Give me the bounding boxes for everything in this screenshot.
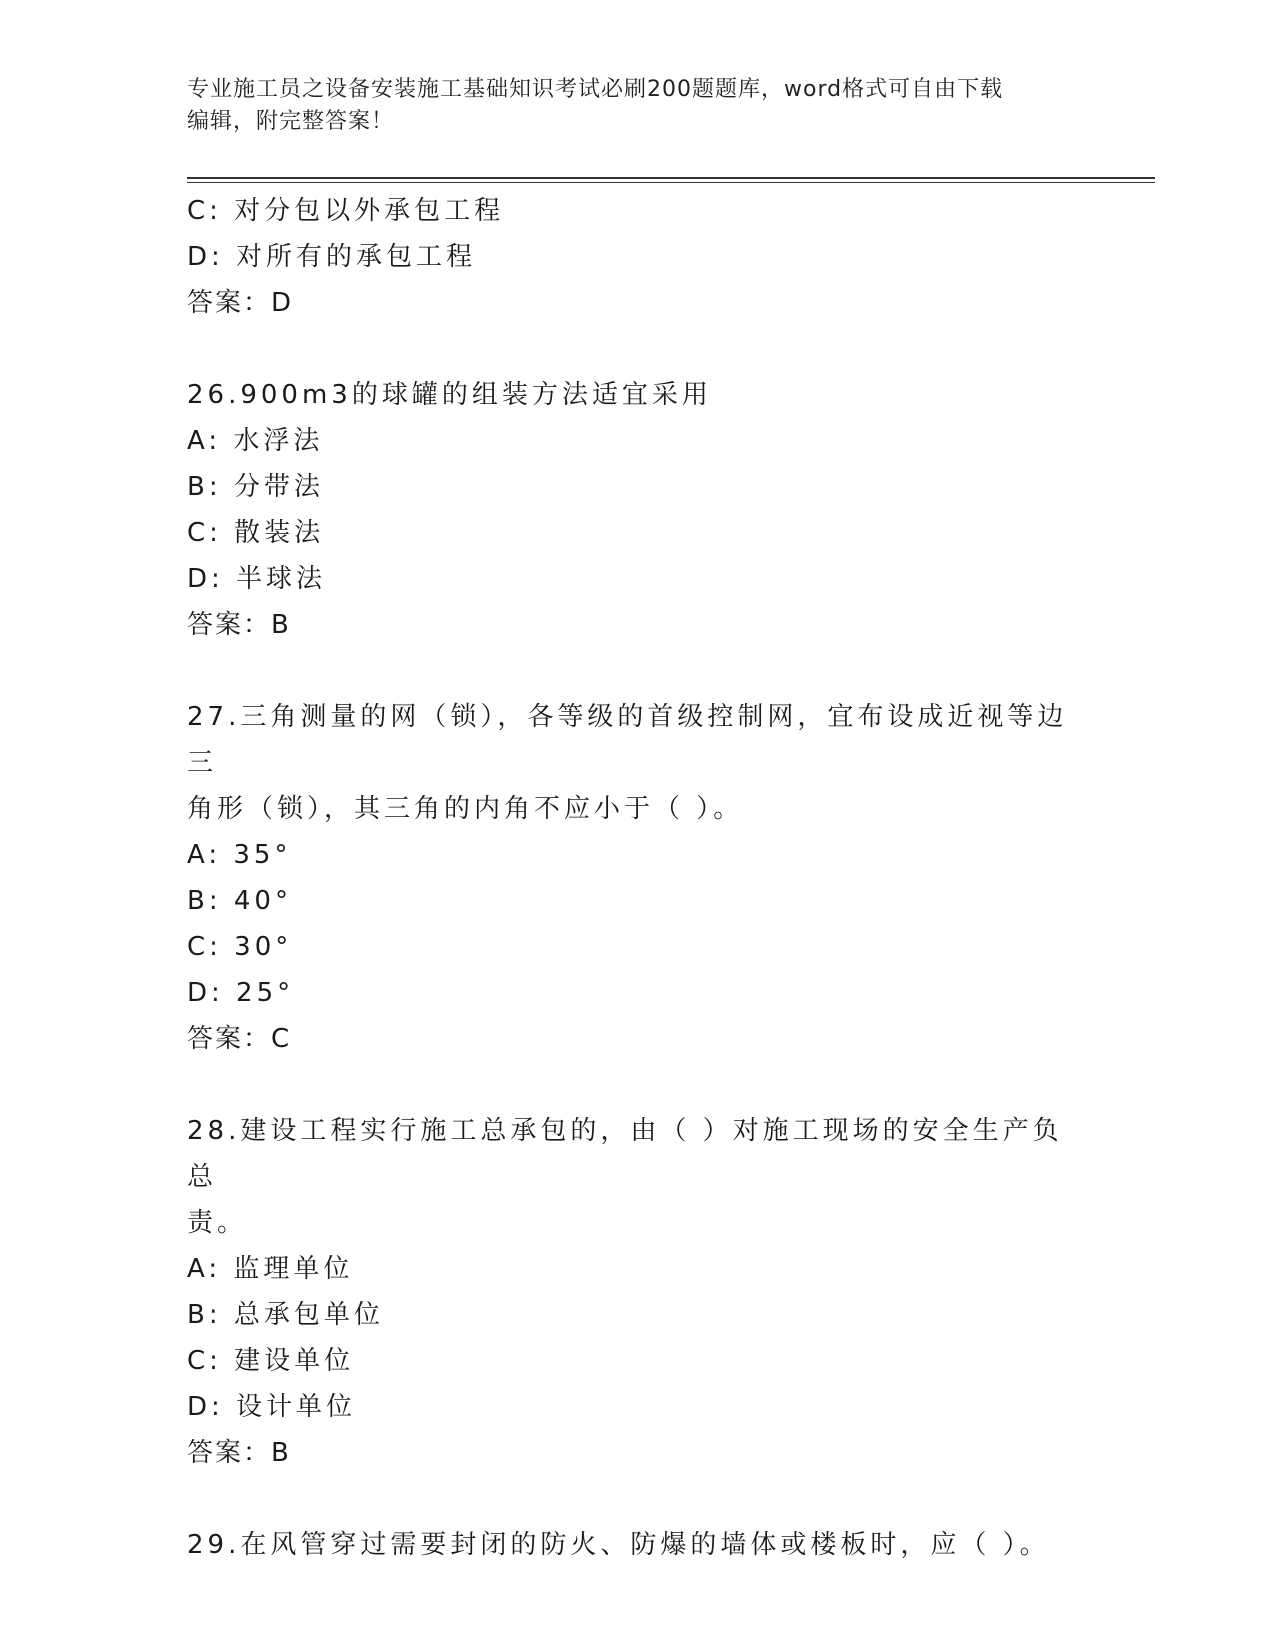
option-d: D: 半球法 xyxy=(187,564,327,594)
option-a: A: 水浮法 xyxy=(187,426,324,456)
spacer xyxy=(187,648,1087,694)
header-title-line2: 编辑，附完整答案！ xyxy=(187,109,395,134)
option-a: A: 35° xyxy=(187,840,292,870)
option-b: B: 40° xyxy=(187,886,292,916)
option-d: D: 25° xyxy=(187,978,295,1008)
question-block xyxy=(187,1108,1087,1476)
header-title-line1: 专业施工员之设备安装施工基础知识考试必刷200题题库，word格式可自由下载 xyxy=(187,77,1004,102)
option-c: C: 对分包以外承包工程 xyxy=(187,196,505,226)
question-text: 28.建设工程实行施工总承包的，由（ ）对施工现场的安全生产负总 xyxy=(187,1116,1063,1192)
option-a: A: 监理单位 xyxy=(187,1254,354,1284)
document-header xyxy=(187,74,1067,138)
question-text-continued: 责。 xyxy=(187,1208,248,1238)
question-list xyxy=(187,188,1087,1568)
answer-line: 答案：B xyxy=(187,610,291,640)
option-c: C: 建设单位 xyxy=(187,1346,355,1376)
answer-line: 答案：C xyxy=(187,1024,292,1054)
answer-line: 答案：B xyxy=(187,1438,291,1468)
spacer xyxy=(187,1476,1087,1522)
question-text-continued: 角形（锁），其三角的内角不应小于（ ）。 xyxy=(187,794,744,824)
option-d: D: 对所有的承包工程 xyxy=(187,242,477,272)
question-block xyxy=(187,1522,1087,1568)
answer-line: 答案：D xyxy=(187,288,294,318)
option-c: C: 30° xyxy=(187,932,293,962)
question-block xyxy=(187,372,1087,648)
header-divider-thin xyxy=(187,182,1155,183)
option-d: D: 设计单位 xyxy=(187,1392,357,1422)
question-text: 27.三角测量的网（锁），各等级的首级控制网，宜布设成近视等边三 xyxy=(187,702,1068,778)
option-b: B: 分带法 xyxy=(187,472,324,502)
spacer xyxy=(187,326,1087,372)
header-divider-thick xyxy=(187,177,1155,179)
question-text: 26.900m3的球罐的组装方法适宜采用 xyxy=(187,380,712,410)
question-text: 29.在风管穿过需要封闭的防火、防爆的墙体或楼板时，应（ ）。 xyxy=(187,1530,1050,1560)
option-b: B: 总承包单位 xyxy=(187,1300,384,1330)
question-block xyxy=(187,694,1087,1062)
option-c: C: 散装法 xyxy=(187,518,325,548)
spacer xyxy=(187,1062,1087,1108)
